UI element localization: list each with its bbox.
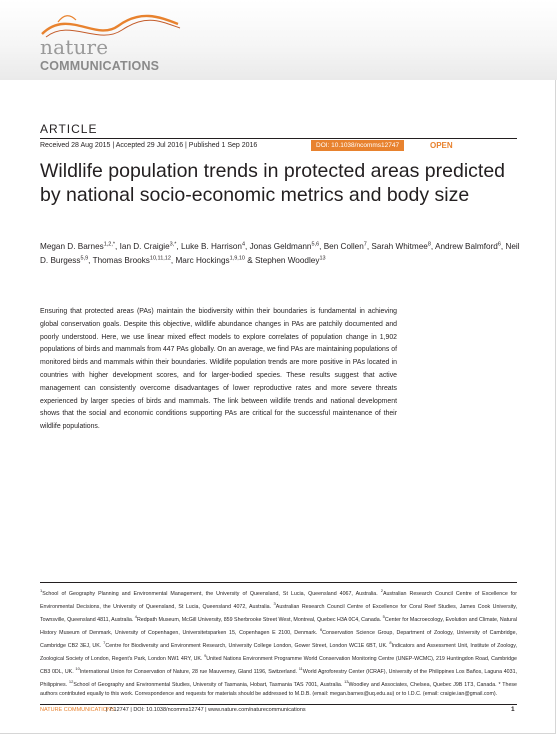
author-affiliation-marker: 6 [497,241,501,248]
journal-header [0,0,557,80]
affiliation-text: International Union for Conservation of Nature, 28 rue Mauverney, Gland 1196, Switzerland. [79,668,299,675]
author-affiliation-marker: 13 [319,255,326,262]
footer-journal-name: NATURE COMMUNICATIONS [40,707,115,713]
affiliations [40,586,517,699]
affiliation-text: United Nations Environment Programme World Conservation Monitoring Centre (UNEP-WCMC), 219 Huntingdon Road, Cambridge CB3 0DL, UK. [40,655,517,675]
affiliation-text: Redpath Museum, McGill University, 859 Sherbrooke Street West, Montreal, Quebec H3A 0C4, Canada. [136,616,383,623]
author-name: Megan D. Barnes [40,242,104,251]
author-name: Marc Hockings [175,256,230,265]
affiliation-text: School of Geography and Environmental Studies, University of Tasmania, Hobart, Tasmania TAS 7001, Australia. [73,681,345,688]
affiliation-number: 4 [134,613,137,619]
affiliation-number: 10 [75,665,80,671]
affiliation-text: Centre for Biodiversity and Environment Research, University College London, Gower Street, London WC1E 6BT, UK. [105,642,390,649]
open-access-label: OPEN [430,141,453,150]
author-affiliation-marker: 3,* [169,241,177,248]
affiliation-number: 7 [103,639,106,645]
author-name: Jonas Geldmann [249,242,312,251]
doi-badge[interactable]: DOI: 10.1038/ncomms12747 [311,140,404,151]
affiliation-text: Indicators and Assessment Unit, Institute of Zoology, Zoological Society of London, Regent's Park, London NW1 4RY, UK. [40,642,518,662]
affiliation-number: 9 [204,652,207,658]
affiliation-number: 1 [40,588,43,593]
affiliations-divider [40,582,517,583]
affiliation-text: School of Geography Planning and Environmental Management, the University of Queensland, St Lucia, Queensland 4067, Australia. [42,590,381,597]
author-affiliation-marker: 4 [241,241,246,248]
author-affiliation-marker: 1,9,10 [229,255,245,262]
author-name: Andrew Balmford [435,242,498,251]
author-list [40,240,520,268]
author-separator: , [245,242,250,251]
abstract: Ensuring that protected areas (PAs) maintain the biodiversity within their boundaries is fundamental in achieving global conservation goals. Despite this objective, wildlife abundance changes in PAs are patchily documented and poorly understood. Here, we use linear mixed effect models to explore correlates of population change in 1,902 populations of birds and mammals from 447 PAs globally. On an average, we find PAs are maintaining populations of monitored birds and mammals within their boundaries. Wildlife population trends are more positive in PAs located in countries with higher development scores, and for larger-bodied species. These results suggest that active management can consistently overcome disadvantages of lower reproductive rates and more severe threats experienced by larger species of birds and mammals. The link between wildlife trends and national development shows that the social and economic conditions supporting PAs are critical for the successful maintenance of their wildlife populations. [40,308,397,431]
author-name: Ian D. Craigie [119,242,170,251]
affiliation-text: Australian Research Council Centre of Excellence for Coral Reef Studies, James Cook University, Townsville, Queensland 4811, Australia. [40,603,517,623]
affiliation-number: 6 [319,626,323,632]
author-separator: , [176,242,181,251]
affiliation-text: Conservation Science Group, Department of Zoology, University of Cambridge, Cambridge CB2 3EJ, UK. [40,629,517,649]
affiliation-number: 5 [382,613,385,619]
affiliation-number: 2 [380,588,383,593]
journal-logo [18,12,188,74]
page-number: 1 [511,706,515,713]
article-divider [40,138,517,139]
affiliation-number: 3 [273,600,276,606]
logo-communications-text: COMMUNICATIONS [40,59,160,73]
logo-nature-text: nature [40,35,109,59]
author-affiliation-marker: 10,11,12 [149,255,171,262]
article-title: Wildlife population trends in protected areas predicted by national socio-economic metrics and body size [40,160,506,206]
affiliation-text: Woodley and Associates, Chelsea, Quebec J9B 1T3, Canada. * These authors contributed equally to this work. Correspondence and requests for materials should be addressed to M.D.B. (email: megan.barnes@uq.edu.au) or to I.D.C. (email: craigie.ian@gmail.com). [40,681,517,697]
affiliation-number: 8 [389,639,392,645]
author-separator: , [430,242,435,251]
affiliation-number: 12 [68,678,74,684]
author-separator: , [170,256,176,265]
article-type-label: ARTICLE [40,122,98,136]
author-name: Neil D. Burgess [40,242,520,265]
article-dates: Received 28 Aug 2015 | Accepted 29 Jul 2016 | Published 1 Sep 2016 [40,142,258,149]
affiliation-text: Center for Macroecology, Evolution and Climate, Natural History Museum of Denmark, University of Copenhagen, Universitetsparken 15, Copenhagen E 2100, Denmark. [40,616,518,636]
affiliation-text: Australian Research Council Centre of Excellence for Environmental Decisions, the University of Queensland, St Lucia, Queensland 4072, Australia. [40,590,517,610]
footer-citation: | 7:12747 | DOI: 10.1038/ncomms12747 | www.nature.com/naturecommunications [106,707,306,713]
author-name: Thomas Brooks [92,256,150,265]
affiliation-number: 11 [298,665,303,671]
author-affiliation-marker: 5,9 [80,255,89,262]
author-affiliation-marker: 5,6 [311,241,320,248]
author-name: Luke B. Harrison [180,242,242,251]
author-name: Ben Collen [323,242,364,251]
author-affiliation-marker: 7 [363,241,367,248]
author-affiliation-marker: 1,2,* [103,241,116,248]
author-affiliation-marker: 8 [427,241,431,248]
author-separator: , [500,242,506,251]
affiliation-number: 13 [344,678,349,684]
author-separator: , [366,242,372,251]
author-separator: , [319,242,324,251]
author-name: Sarah Whitmee [371,242,428,251]
author-separator: , [88,256,93,265]
author-separator: , [115,242,120,251]
affiliation-text: World Agroforestry Center (ICRAF), University of the Philippines Los Baños, Laguna 4031, Philippines. [40,668,517,688]
footer-divider [40,704,517,705]
author-name: Stephen Woodley [254,256,320,265]
author-separator: & [244,256,255,265]
